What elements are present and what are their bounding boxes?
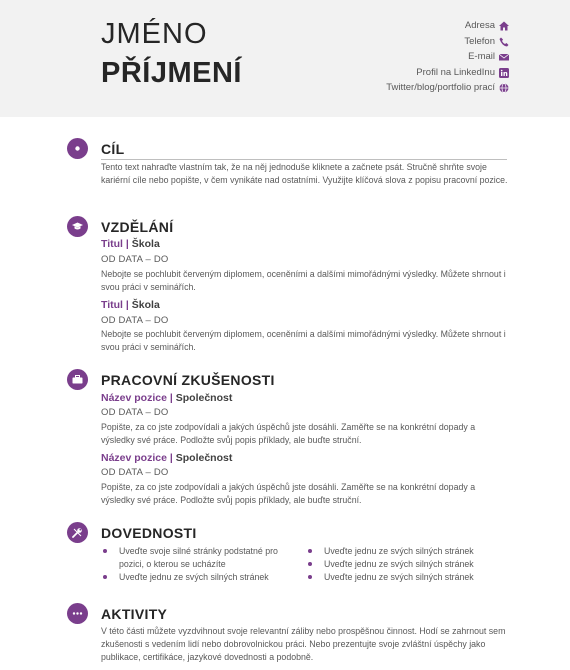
skill-item[interactable]: Uveďte jednu ze svých silných stránek — [306, 545, 506, 558]
contact-email[interactable] — [386, 51, 509, 67]
contact-address[interactable] — [386, 20, 509, 36]
job-title-label: Název pozice — [101, 452, 167, 464]
resume-header — [0, 0, 570, 117]
contact-address-label: Adresa — [464, 20, 495, 31]
experience-entry-2-dates: OD DATA – DO — [101, 467, 169, 478]
experience-entry-2-heading[interactable] — [101, 452, 232, 464]
education-entry-1-dates: OD DATA – DO — [101, 254, 169, 265]
education-entry-2-heading[interactable] — [101, 299, 160, 311]
company-label: Společnost — [175, 392, 233, 404]
education-entry-1-heading[interactable] — [101, 238, 160, 250]
objective-text[interactable]: Tento text nahraďte vlastním tak, že na něj jednoduše kliknete a začnete psát. Stručně shrňte svoje kariérní cíle nebo popište, v čem vynikáte nad ostatními. Využijte klíčová slova z popisu pracovní pozice. — [101, 162, 508, 185]
separator: | — [125, 238, 129, 250]
education-entry-2-dates: OD DATA – DO — [101, 315, 169, 326]
globe-icon — [499, 83, 509, 93]
contact-linkedin-label: Profil na LinkedInu — [416, 66, 495, 78]
briefcase-icon — [67, 369, 88, 390]
contact-website-label: Twitter/blog/portfolio prací — [386, 82, 495, 93]
contact-info — [386, 20, 509, 98]
first-name[interactable]: JMÉNO — [101, 18, 208, 50]
experience-entry-1-text[interactable]: Popište, za co jste zodpovídali a jakých úspěchů jste dosáhli. Zaměřte se na konkrétní dopady a výsledky své práce. Podložte svůj popis příklady, ale buďte struční. — [101, 422, 476, 445]
linkedin-icon — [499, 68, 509, 78]
contact-email-label: E-mail — [468, 51, 495, 62]
skills-title: DOVEDNOSTI — [101, 525, 197, 541]
contact-phone-label: Telefon — [464, 35, 495, 47]
contact-linkedin[interactable] — [386, 67, 509, 83]
school-label: Škola — [131, 299, 160, 311]
separator: | — [169, 452, 173, 464]
objective-divider — [101, 159, 507, 160]
experience-title: PRACOVNÍ ZKUŠENOSTI — [101, 372, 275, 388]
skills-list-right — [306, 545, 506, 584]
degree-label: Titul — [101, 238, 123, 250]
school-label: Škola — [131, 238, 160, 250]
education-entry-1-text[interactable]: Nebojte se pochlubit červeným diplomem, oceněními a dalšími mimořádnými výsledky. Můžete shrnout i svou práci v seminářích. — [101, 269, 506, 292]
graduation-cap-icon — [67, 216, 88, 237]
target-icon — [67, 138, 88, 159]
tools-icon — [67, 522, 88, 543]
activities-title: AKTIVITY — [101, 606, 168, 622]
education-entry-2-text[interactable]: Nebojte se pochlubit červeným diplomem, oceněními a dalšími mimořádnými výsledky. Můžete shrnout i svou práci v seminářích. — [101, 329, 506, 352]
phone-icon — [499, 37, 509, 47]
contact-phone[interactable] — [386, 36, 509, 52]
experience-entry-1-dates: OD DATA – DO — [101, 407, 169, 418]
home-icon — [499, 21, 509, 31]
skill-item[interactable]: Uveďte svoje silné stránky podstatné pro pozici, o kterou se ucházíte — [101, 545, 301, 571]
company-label: Společnost — [175, 452, 233, 464]
skill-item[interactable]: Uveďte jednu ze svých silných stránek — [306, 558, 506, 571]
experience-entry-2-text[interactable]: Popište, za co jste zodpovídali a jakých úspěchů jste dosáhli. Zaměřte se na konkrétní dopady a výsledky své práce. Podložte svůj popis příklady, ale buďte struční. — [101, 482, 476, 505]
education-title: VZDĚLÁNÍ — [101, 219, 174, 235]
degree-label: Titul — [101, 299, 123, 311]
separator: | — [169, 392, 173, 404]
activities-text[interactable]: V této části můžete vyzdvihnout svoje relevantní záliby nebo prospěšnou činnost. Hodí se zahrnout sem zkušenosti s vedením lidí nebo dobrovolnickou práci. Nebo prezentujte svoje zvláštní úspěchy jako publikace, certifikáce, jazykové dovednosti a podobně. — [101, 626, 506, 662]
last-name[interactable]: PŘÍJMENÍ — [101, 57, 242, 89]
skill-item[interactable]: Uveďte jednu ze svých silných stránek — [101, 571, 301, 584]
skills-list-left — [101, 545, 301, 584]
experience-entry-1-heading[interactable] — [101, 392, 232, 404]
ellipsis-icon — [67, 603, 88, 624]
contact-website[interactable] — [386, 82, 509, 98]
objective-title: CÍL — [101, 141, 125, 157]
skill-item[interactable]: Uveďte jednu ze svých silných stránek — [306, 571, 506, 584]
job-title-label: Název pozice — [101, 392, 167, 404]
separator: | — [125, 299, 129, 311]
envelope-icon — [499, 52, 509, 62]
